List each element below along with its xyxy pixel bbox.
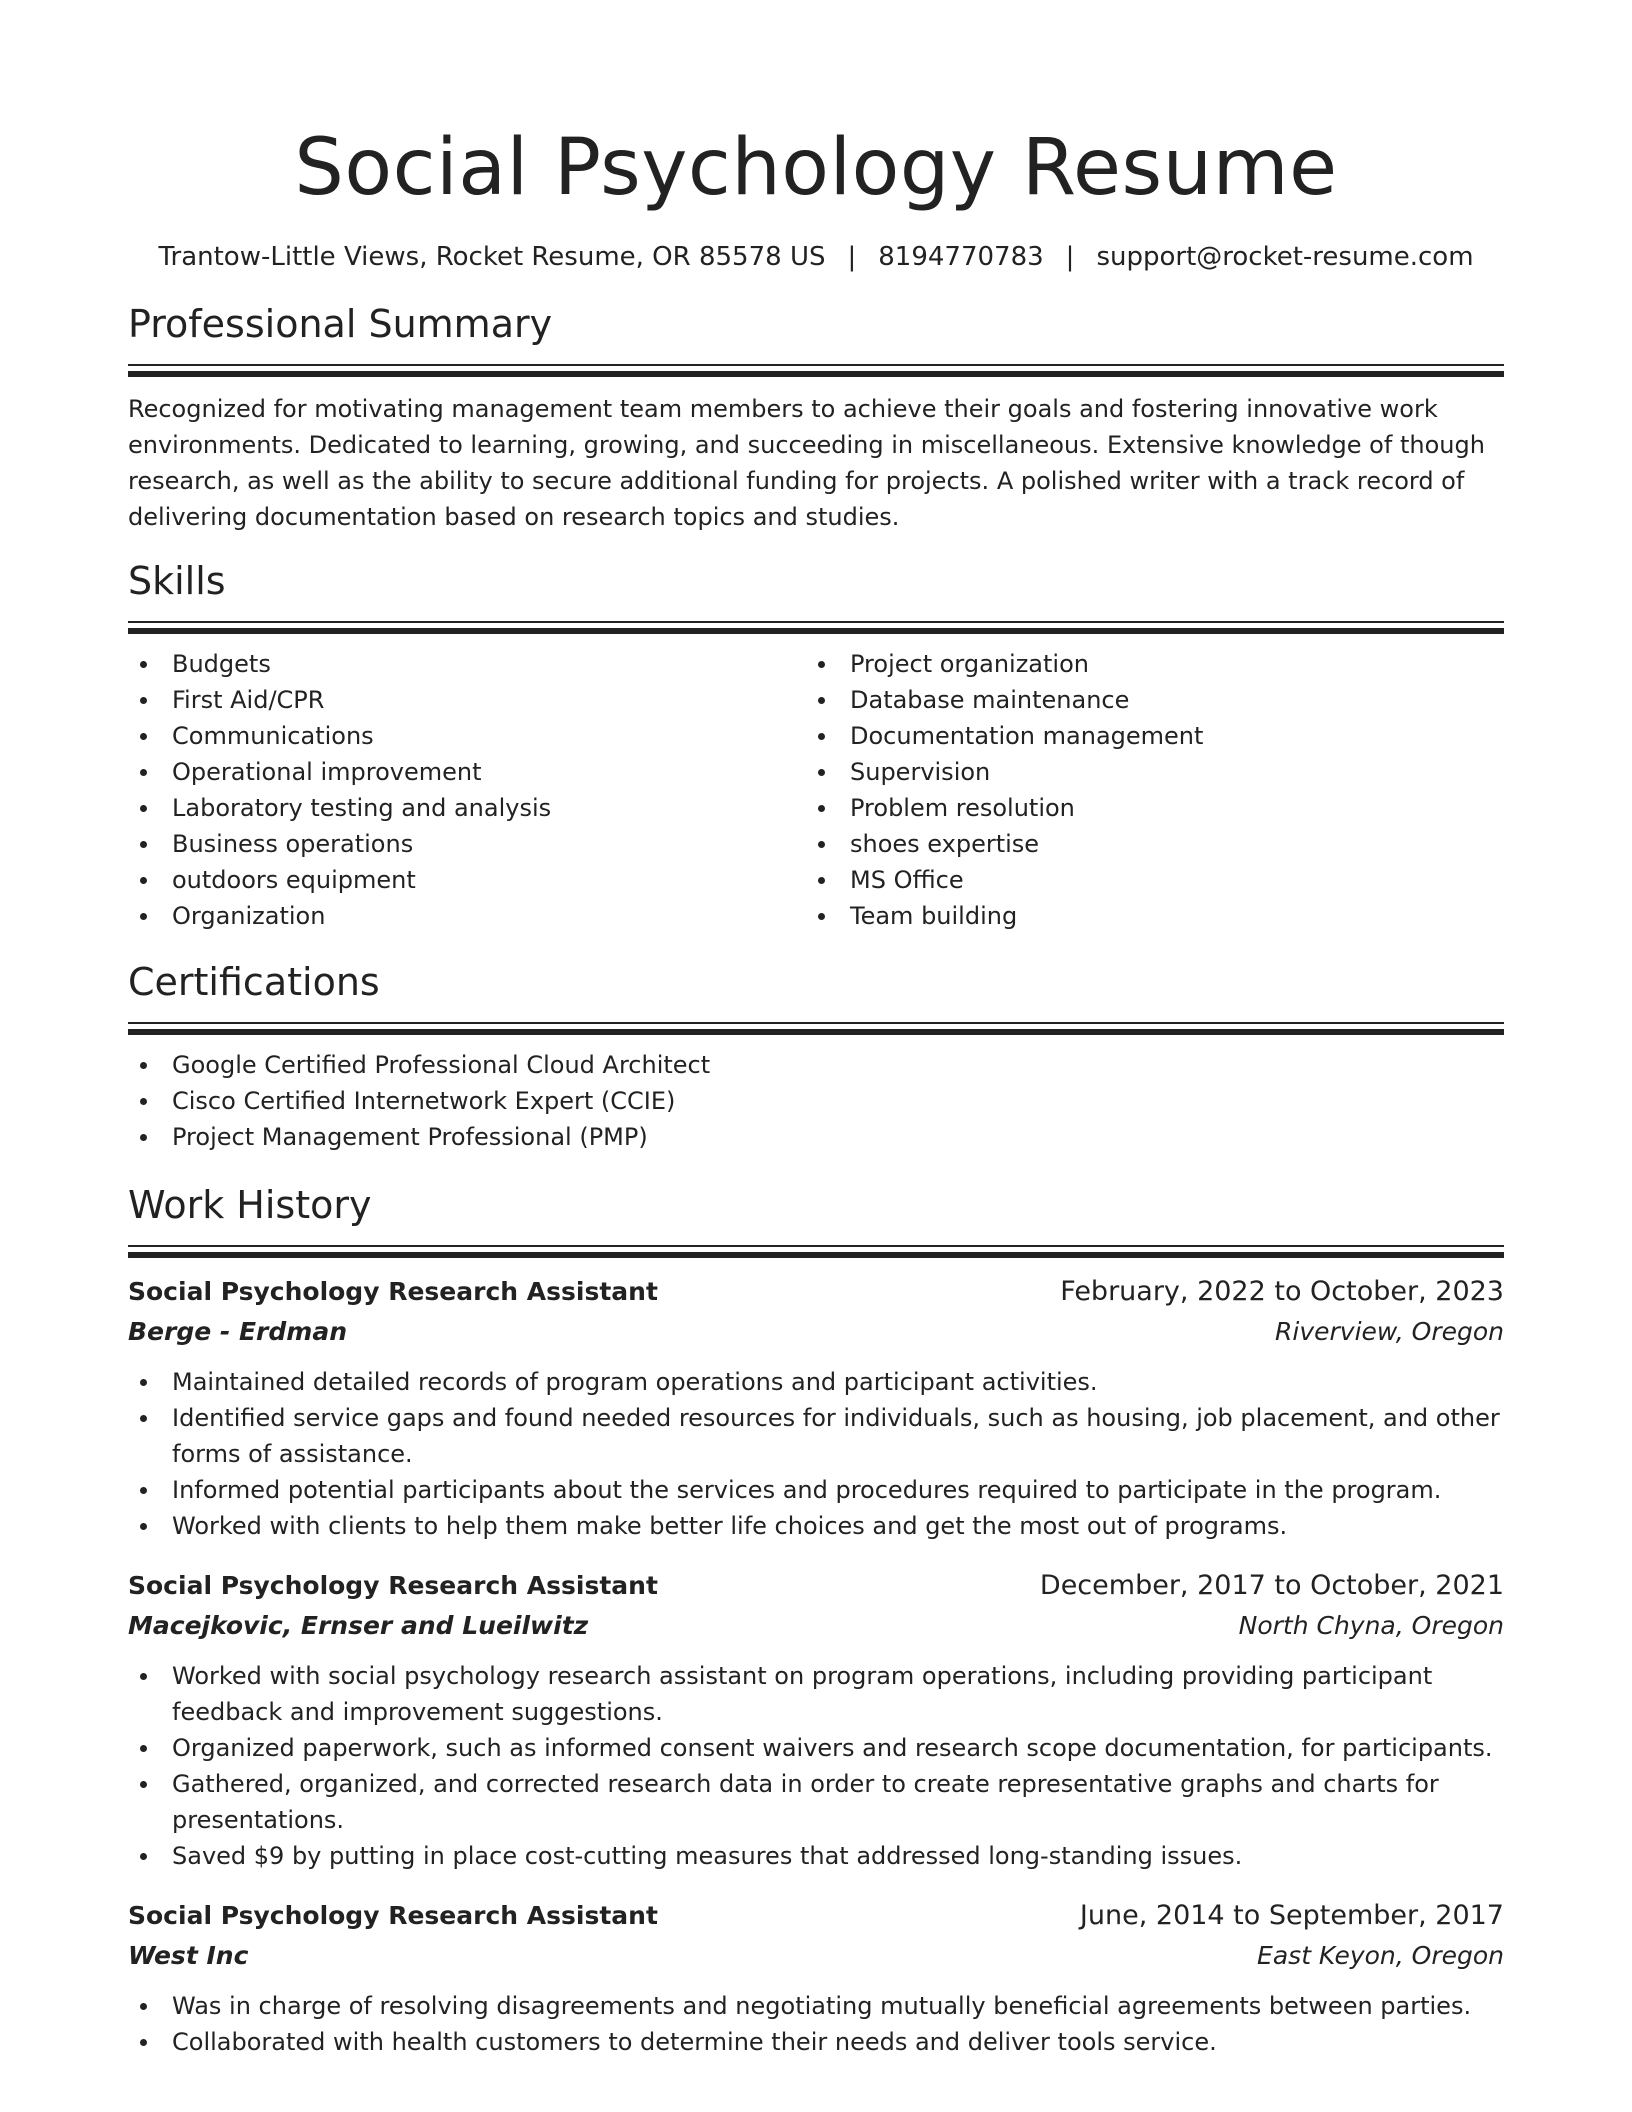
- contact-address: Trantow-Little Views, Rocket Resume, OR 85578 US: [158, 242, 826, 272]
- certifications-list: [128, 1047, 1504, 1155]
- skills-section: [128, 557, 1504, 934]
- skill-item: Documentation management: [806, 718, 1484, 754]
- summary-text: Recognized for motivating management team members to achieve their goals and fostering innovative work environments. Dedicated to learning, growing, and succeeding in miscellaneous. Extensive knowledge of though research, as well as the ability to secure additional funding for projects. A polished writer with a track record of delivering documentation based on research topics and studies.: [128, 395, 1485, 531]
- skills-grid: [128, 646, 1504, 934]
- job-duty-item: Worked with clients to help them make better life choices and get the most out of programs.: [128, 1508, 1504, 1544]
- job-dates: February, 2022 to October, 2023: [1060, 1276, 1504, 1307]
- job-company: West Inc: [128, 1941, 249, 1970]
- skill-item: MS Office: [806, 862, 1484, 898]
- skill-item: Communications: [128, 718, 806, 754]
- skill-item: Business operations: [128, 826, 806, 862]
- section-divider: [128, 364, 1504, 377]
- skill-item: Problem resolution: [806, 790, 1484, 826]
- skills-list-right: [806, 646, 1484, 934]
- skill-item: outdoors equipment: [128, 862, 806, 898]
- skill-item: Operational improvement: [128, 754, 806, 790]
- job-title: Social Psychology Research Assistant: [128, 1277, 658, 1306]
- certifications-heading: Certifications: [128, 960, 380, 1004]
- contact-email: support@rocket-resume.com: [1096, 242, 1474, 272]
- certification-item: Cisco Certified Internetwork Expert (CCIE): [128, 1083, 1504, 1119]
- job-entry: [128, 1896, 1504, 2060]
- job-entry: [128, 1566, 1504, 1874]
- work-history-heading: Work History: [128, 1183, 372, 1227]
- job-duties-list: [128, 1658, 1504, 1874]
- job-duty-item: Saved $9 by putting in place cost-cutting measures that addressed long-standing issues.: [128, 1838, 1504, 1874]
- skill-item: Supervision: [806, 754, 1484, 790]
- work-history-section: [128, 1181, 1504, 2060]
- job-dates: June, 2014 to September, 2017: [1079, 1900, 1504, 1931]
- job-entry: [128, 1272, 1504, 1544]
- certification-item: Project Management Professional (PMP): [128, 1119, 1504, 1155]
- job-company: Berge - Erdman: [128, 1317, 347, 1346]
- job-duty-item: Maintained detailed records of program operations and participant activities.: [128, 1364, 1504, 1400]
- skill-item: Database maintenance: [806, 682, 1484, 718]
- job-title: Social Psychology Research Assistant: [128, 1901, 658, 1930]
- job-location: East Keyon, Oregon: [1257, 1941, 1504, 1970]
- contact-separator: |: [1065, 242, 1075, 272]
- job-location: Riverview, Oregon: [1275, 1317, 1504, 1346]
- skill-item: Laboratory testing and analysis: [128, 790, 806, 826]
- contact-line: [128, 240, 1504, 274]
- skill-item: shoes expertise: [806, 826, 1484, 862]
- job-duty-item: Gathered, organized, and corrected research data in order to create representative graphs and charts for presentations.: [128, 1766, 1504, 1838]
- job-dates: December, 2017 to October, 2021: [1039, 1570, 1504, 1601]
- summary-section: [128, 300, 1504, 535]
- section-divider: [128, 621, 1504, 634]
- resume-page: [128, 0, 1504, 2060]
- job-duty-item: Informed potential participants about the services and procedures required to participate in the program.: [128, 1472, 1504, 1508]
- section-divider: [128, 1245, 1504, 1258]
- job-duty-item: Organized paperwork, such as informed consent waivers and research scope documentation, for participants.: [128, 1730, 1504, 1766]
- skill-item: Project organization: [806, 646, 1484, 682]
- certifications-section: [128, 958, 1504, 1155]
- job-duties-list: [128, 1988, 1504, 2060]
- certification-item: Google Certified Professional Cloud Architect: [128, 1047, 1504, 1083]
- resume-title: Social Psychology Resume: [294, 123, 1338, 213]
- section-divider: [128, 1022, 1504, 1035]
- skills-heading: Skills: [128, 559, 226, 603]
- skills-list-left: [128, 646, 806, 934]
- job-location: North Chyna, Oregon: [1238, 1611, 1504, 1640]
- job-duties-list: [128, 1364, 1504, 1544]
- contact-phone: 8194770783: [878, 242, 1044, 272]
- skill-item: Team building: [806, 898, 1484, 934]
- job-duty-item: Collaborated with health customers to determine their needs and deliver tools service.: [128, 2024, 1504, 2060]
- job-duty-item: Was in charge of resolving disagreements and negotiating mutually beneficial agreements between parties.: [128, 1988, 1504, 2024]
- skill-item: Budgets: [128, 646, 806, 682]
- job-company: Macejkovic, Ernser and Lueilwitz: [128, 1611, 589, 1640]
- job-duty-item: Identified service gaps and found needed resources for individuals, such as housing, job placement, and other forms of assistance.: [128, 1400, 1504, 1472]
- skill-item: Organization: [128, 898, 806, 934]
- contact-separator: |: [847, 242, 857, 272]
- job-duty-item: Worked with social psychology research assistant on program operations, including providing participant feedback and improvement suggestions.: [128, 1658, 1504, 1730]
- skill-item: First Aid/CPR: [128, 682, 806, 718]
- job-title: Social Psychology Research Assistant: [128, 1571, 658, 1600]
- summary-heading: Professional Summary: [128, 302, 553, 346]
